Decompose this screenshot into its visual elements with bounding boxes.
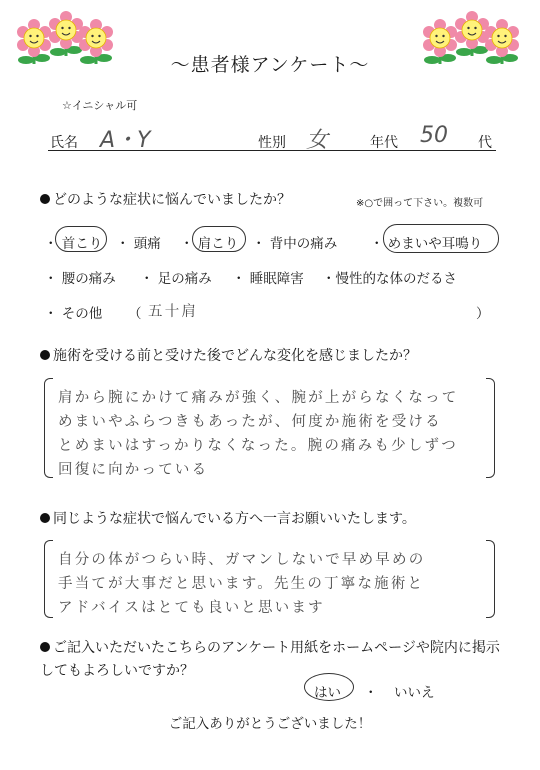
bullet-icon (40, 642, 50, 652)
consent-yes[interactable]: はい (314, 685, 341, 701)
answer-3-line[interactable]: アドバイスはとても良いと思います (58, 600, 325, 616)
thanks-message: ご記入ありがとうございました！ (168, 716, 372, 732)
other-answer[interactable]: 五十肩 (148, 304, 199, 320)
symptom-option-lower-back[interactable]: ・ 腰の痛み (44, 271, 116, 287)
symptom-option-leg[interactable]: ・ 足の痛み (140, 271, 212, 287)
name-value[interactable]: A・Y (100, 128, 151, 153)
initial-note: ☆イニシャル可 (62, 99, 138, 112)
age-value[interactable]: 50 (420, 123, 448, 148)
symptom-option-fatigue[interactable]: ・慢性的な体のだるさ (322, 271, 457, 287)
selection-circle-neck (55, 226, 107, 252)
answer-3-bracket-left (44, 540, 53, 618)
page-title: 〜患者様アンケート〜 (170, 54, 370, 76)
consent-separator: ・ (364, 685, 378, 701)
selection-circle-yes (304, 673, 354, 701)
selection-circle-dizziness (383, 224, 499, 253)
question-1 (40, 189, 291, 209)
selection-circle-shoulder (192, 226, 246, 252)
question-4-text-line-1: ご記入いただいたこちらのアンケート用紙をホームページや院内に掲示 (53, 640, 500, 656)
other-paren-close: ） (476, 306, 490, 322)
symptom-option-sleep[interactable]: ・ 睡眠障害 (232, 271, 304, 287)
symptom-option-other[interactable]: ・ その他 (44, 306, 103, 322)
symptom-option-back[interactable]: ・ 背中の痛み (252, 236, 338, 252)
answer-3-bracket-right (486, 540, 495, 618)
gender-label: 性別 (258, 135, 286, 151)
symptom-option-shoulder[interactable]: ・ 肩こり (180, 236, 239, 252)
info-underline (48, 150, 496, 151)
answer-2-line[interactable]: 肩から腕にかけて痛みが強く、腕が上がらなくなって (58, 390, 459, 406)
question-4-text-line-2: してもよろしいですか？ (40, 663, 194, 679)
question-1-text: どのような症状に悩んでいましたか？ (53, 192, 291, 208)
consent-no[interactable]: いいえ (394, 685, 435, 701)
bullet-icon (40, 194, 50, 204)
bullet-icon (40, 350, 50, 360)
gender-value[interactable]: 女 (306, 128, 329, 153)
question-1-note: ※○で囲って下さい。複数可 (356, 198, 484, 209)
answer-2-line[interactable]: めまいやふらつきもあったが、何度か施術を受ける (58, 414, 442, 430)
name-label: 氏名 (50, 135, 78, 151)
answer-2-line[interactable]: とめまいはすっかりなくなった。腕の痛みも少しずつ (58, 438, 458, 454)
question-2 (40, 345, 417, 365)
bullet-icon (40, 513, 50, 523)
question-3-text: 同じような症状で悩んでいる方へ一言お願いいたします。 (53, 511, 416, 527)
answer-2-bracket-left (44, 378, 53, 478)
age-suffix: 代 (478, 135, 492, 151)
age-label: 年代 (370, 135, 398, 151)
answer-2-bracket-right (486, 378, 495, 478)
symptom-option-neck[interactable]: ・ 首こり (44, 236, 103, 252)
symptom-option-dizziness[interactable]: ・ めまいや耳鳴り (370, 236, 483, 252)
question-4 (40, 637, 500, 657)
symptom-option-headache[interactable]: ・ 頭痛 (116, 236, 161, 252)
answer-3-line[interactable]: 手当てが大事だと思います。先生の丁寧な施術と (58, 576, 425, 592)
question-2-text: 施術を受ける前と受けた後でどんな変化を感じましたか？ (53, 348, 417, 364)
answer-2-line[interactable]: 回復に向かっている (58, 462, 209, 478)
question-3 (40, 508, 416, 528)
other-paren-open: （ (128, 306, 142, 322)
answer-3-line[interactable]: 自分の体がつらい時、ガマンしないで早め早めの (58, 552, 426, 568)
